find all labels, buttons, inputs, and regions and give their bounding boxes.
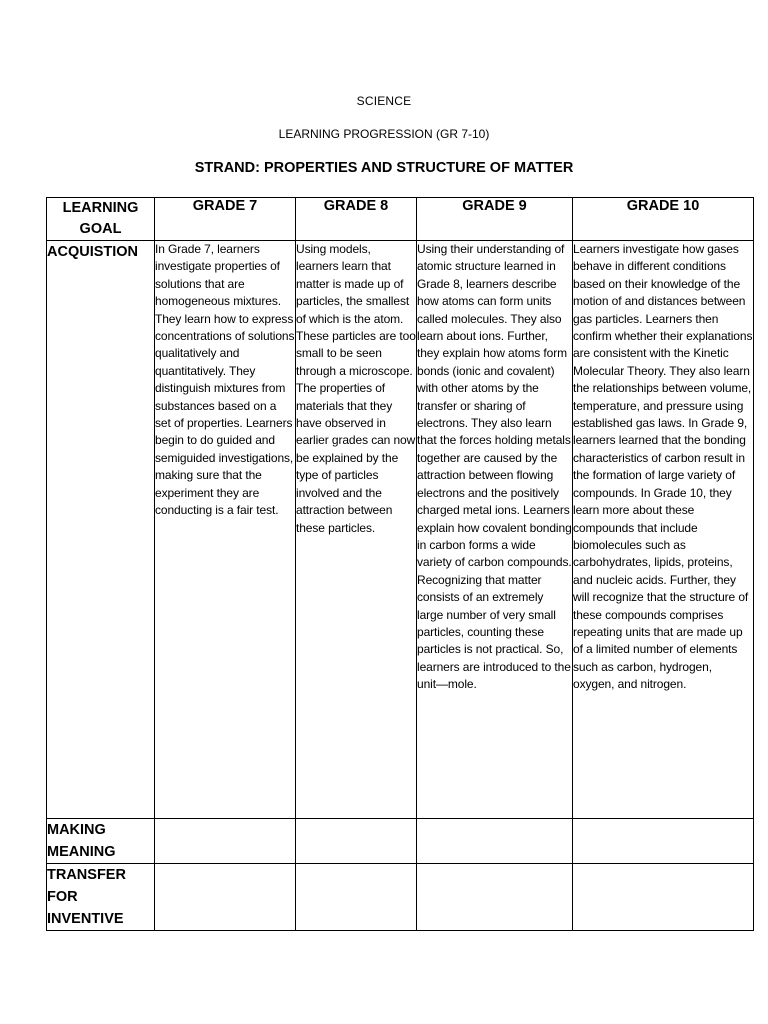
table-row-making-meaning <box>47 819 754 864</box>
learning-progression-table <box>46 197 754 931</box>
row-label-transfer: TRANSFER FOR INVENTIVE <box>47 864 155 931</box>
learning-goal-header: LEARNING GOAL <box>47 198 155 241</box>
transfer-grade-9-cell <box>417 864 573 931</box>
document-strand-title: STRAND: PROPERTIES AND STRUCTURE OF MATTER <box>194 160 574 176</box>
grade-10-header: GRADE 10 <box>573 198 754 241</box>
acquisition-grade-9-cell: Using their understanding of atomic structure learned in Grade 8, learners describe how atoms can form units called molecules. They also learn about ions. Further, they explain how atoms form bonds (ionic and covalent) with other atoms by the transfer or sharing of electrons. They also learn that the forces holding metals together are caused by the attraction between flowing electrons and the positively charged metal ions. Learners explain how covalent bonding in carbon forms a wide variety of carbon compounds. Recognizing that matter consists of an extremely large number of very small particles, counting these particles is not practical. So, learners are introduced to the unit—mole. <box>417 241 573 819</box>
grade-7-header: GRADE 7 <box>155 198 296 241</box>
transfer-grade-8-cell <box>296 864 417 931</box>
transfer-grade-10-cell <box>573 864 754 931</box>
acquisition-grade-7-cell: In Grade 7, learners investigate properties of solutions that are homogeneous mixtures. They learn how to express concentrations of solutions qualitatively and quantitatively. They distinguish mixtures from substances based on a set of properties. Learners begin to do guided and semiguided investigations, making sure that the experiment they are conducting is a fair test. <box>155 241 296 819</box>
row-label-acquisition: ACQUISTION <box>47 241 155 819</box>
document-progression: LEARNING PROGRESSION (GR 7-10) <box>278 127 490 141</box>
document-subject: SCIENCE <box>356 94 412 108</box>
grade-9-header: GRADE 9 <box>417 198 573 241</box>
table-row-transfer <box>47 864 754 931</box>
row-label-making-meaning: MAKING MEANING <box>47 819 155 864</box>
table-header-row <box>47 198 754 241</box>
table-row-acquisition <box>47 241 754 819</box>
acquisition-grade-8-cell: Using models, learners learn that matter is made up of particles, the smallest of which is the atom. These particles are too small to be seen through a microscope. The properties of materials that they have observed in earlier grades can now be explained by the type of particles involved and the attraction between these particles. <box>296 241 417 819</box>
making-meaning-grade-8-cell <box>296 819 417 864</box>
making-meaning-grade-10-cell <box>573 819 754 864</box>
grade-8-header: GRADE 8 <box>296 198 417 241</box>
making-meaning-grade-7-cell <box>155 819 296 864</box>
acquisition-grade-10-cell: Learners investigate how gases behave in different conditions based on their knowledge of the motion of and distances between gas particles. Learners then confirm whether their explanations are consistent with the Kinetic Molecular Theory. They also learn the relationships between volume, temperature, and pressure using established gas laws. In Grade 9, learners learned that the bonding characteristics of carbon result in the formation of large variety of compounds. In Grade 10, they learn more about these compounds that include biomolecules such as carbohydrates, lipids, proteins, and nucleic acids. Further, they will recognize that the structure of these compounds comprises repeating units that are made up of a limited number of elements such as carbon, hydrogen, oxygen, and nitrogen. <box>573 241 754 819</box>
transfer-grade-7-cell <box>155 864 296 931</box>
making-meaning-grade-9-cell <box>417 819 573 864</box>
